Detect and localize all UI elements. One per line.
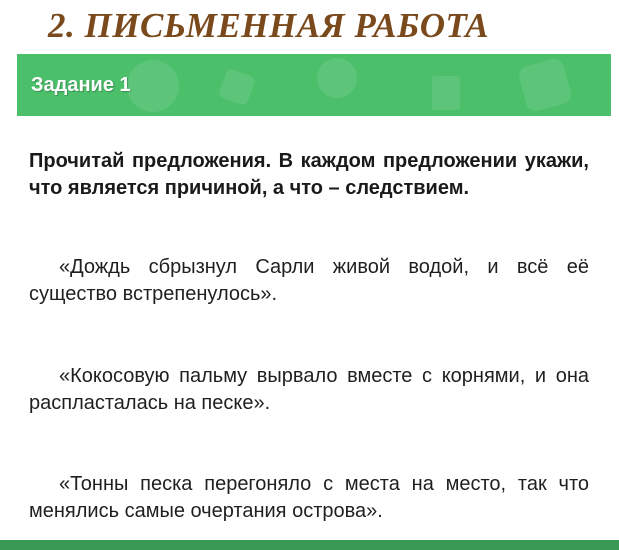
banner-decoration xyxy=(127,60,179,112)
section-title: 2. ПИСЬМЕННАЯ РАБОТА xyxy=(48,6,490,45)
next-task-banner xyxy=(0,540,619,550)
sentence-3: «Тонны песка перегоняло с места на место, так что менялись самые очертания острова». xyxy=(29,473,589,522)
task-banner xyxy=(17,54,611,116)
task-label: Задание 1 xyxy=(31,74,131,96)
banner-decoration xyxy=(218,68,256,106)
banner-decoration xyxy=(432,76,460,110)
sentence-2: «Кокосовую пальму вырвало вместе с корнями, и она распласталась на песке». xyxy=(29,365,589,414)
task-instruction: Прочитай предложения. В каждом предложении укажи, что является причиной, а что – следствием. xyxy=(29,150,589,199)
banner-decoration xyxy=(317,58,357,98)
sentence-1: «Дождь сбрызнул Сарли живой водой, и всё её существо встрепенулось». xyxy=(29,256,589,305)
banner-decoration xyxy=(517,57,573,113)
